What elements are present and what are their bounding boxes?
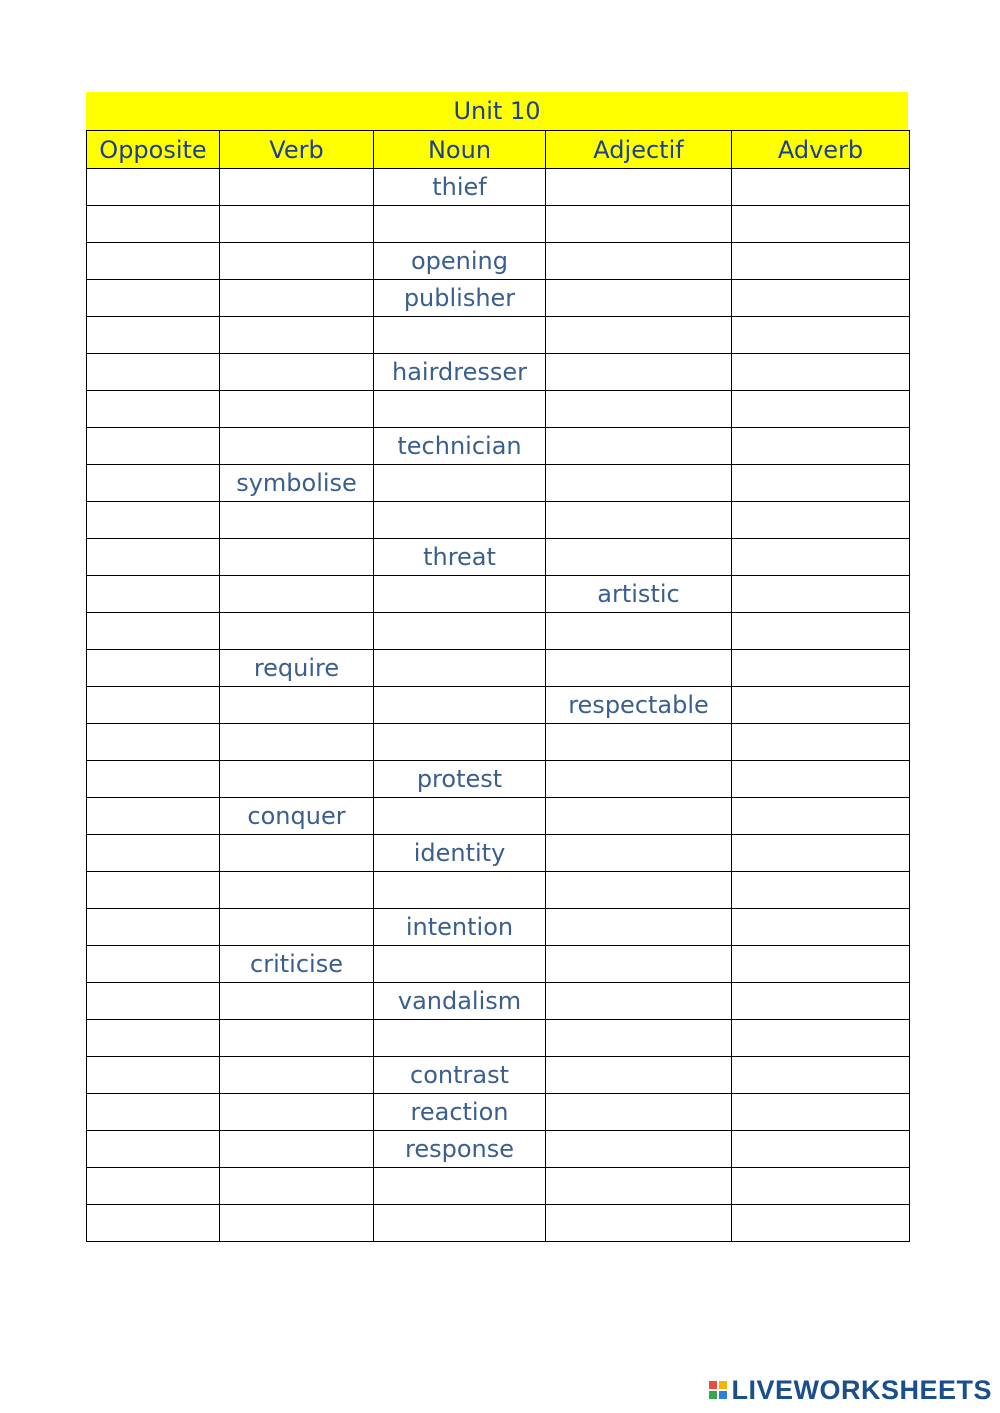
answer-cell-verb[interactable]	[220, 613, 374, 650]
answer-cell-noun[interactable]	[374, 317, 546, 354]
answer-cell-adverb[interactable]	[732, 391, 910, 428]
table-row	[87, 354, 910, 391]
answer-cell-noun[interactable]	[374, 650, 546, 687]
given-word-adjectif: artistic	[546, 576, 732, 613]
answer-cell-adjectif[interactable]	[546, 1094, 732, 1131]
answer-cell-opposite[interactable]	[87, 835, 220, 872]
worksheet	[86, 92, 908, 1242]
answer-cell-adverb[interactable]	[732, 539, 910, 576]
answer-cell-adjectif[interactable]	[546, 909, 732, 946]
column-header-noun: Noun	[374, 131, 546, 169]
table-row	[87, 650, 910, 687]
answer-cell-verb[interactable]	[220, 243, 374, 280]
answer-cell-adverb[interactable]	[732, 354, 910, 391]
answer-cell-verb[interactable]	[220, 280, 374, 317]
table-row	[87, 872, 910, 909]
answer-cell-adjectif[interactable]	[546, 761, 732, 798]
answer-cell-opposite[interactable]	[87, 983, 220, 1020]
answer-cell-opposite[interactable]	[87, 317, 220, 354]
answer-cell-adverb[interactable]	[732, 946, 910, 983]
answer-cell-verb[interactable]	[220, 391, 374, 428]
answer-cell-adverb[interactable]	[732, 1205, 910, 1242]
table-row	[87, 502, 910, 539]
answer-cell-adverb[interactable]	[732, 983, 910, 1020]
table-row	[87, 1020, 910, 1057]
answer-cell-adverb[interactable]	[732, 724, 910, 761]
answer-cell-adjectif[interactable]	[546, 539, 732, 576]
answer-cell-noun[interactable]	[374, 1205, 546, 1242]
worksheet-title: Unit 10	[86, 92, 908, 130]
answer-cell-opposite[interactable]	[87, 243, 220, 280]
answer-cell-adverb[interactable]	[732, 1094, 910, 1131]
table-row	[87, 946, 910, 983]
answer-cell-adjectif[interactable]	[546, 650, 732, 687]
table-row	[87, 1131, 910, 1168]
answer-cell-noun[interactable]	[374, 872, 546, 909]
answer-cell-opposite[interactable]	[87, 539, 220, 576]
answer-cell-verb[interactable]	[220, 354, 374, 391]
answer-cell-noun[interactable]	[374, 391, 546, 428]
word-forms-table	[86, 130, 910, 1242]
table-row	[87, 798, 910, 835]
answer-cell-adverb[interactable]	[732, 502, 910, 539]
answer-cell-adjectif[interactable]	[546, 465, 732, 502]
answer-cell-noun[interactable]	[374, 724, 546, 761]
answer-cell-verb[interactable]	[220, 687, 374, 724]
answer-cell-adverb[interactable]	[732, 1131, 910, 1168]
answer-cell-verb[interactable]	[220, 761, 374, 798]
answer-cell-adjectif[interactable]	[546, 1020, 732, 1057]
answer-cell-adjectif[interactable]	[546, 317, 732, 354]
answer-cell-adverb[interactable]	[732, 317, 910, 354]
table-row	[87, 724, 910, 761]
answer-cell-opposite[interactable]	[87, 169, 220, 206]
logo-squares-icon	[709, 1381, 727, 1399]
answer-cell-adjectif[interactable]	[546, 280, 732, 317]
answer-cell-adverb[interactable]	[732, 872, 910, 909]
answer-cell-opposite[interactable]	[87, 206, 220, 243]
answer-cell-verb[interactable]	[220, 872, 374, 909]
answer-cell-adjectif[interactable]	[546, 724, 732, 761]
answer-cell-opposite[interactable]	[87, 465, 220, 502]
answer-cell-opposite[interactable]	[87, 946, 220, 983]
answer-cell-adverb[interactable]	[732, 650, 910, 687]
answer-cell-opposite[interactable]	[87, 761, 220, 798]
answer-cell-adverb[interactable]	[732, 909, 910, 946]
answer-cell-adverb[interactable]	[732, 1057, 910, 1094]
answer-cell-verb[interactable]	[220, 576, 374, 613]
answer-cell-adverb[interactable]	[732, 169, 910, 206]
answer-cell-opposite[interactable]	[87, 650, 220, 687]
answer-cell-opposite[interactable]	[87, 872, 220, 909]
table-row	[87, 280, 910, 317]
table-row	[87, 243, 910, 280]
answer-cell-opposite[interactable]	[87, 1094, 220, 1131]
answer-cell-opposite[interactable]	[87, 1020, 220, 1057]
answer-cell-adjectif[interactable]	[546, 872, 732, 909]
given-word-noun: hairdresser	[374, 354, 546, 391]
answer-cell-opposite[interactable]	[87, 1205, 220, 1242]
table-row	[87, 317, 910, 354]
given-word-noun: opening	[374, 243, 546, 280]
answer-cell-opposite[interactable]	[87, 1057, 220, 1094]
answer-cell-verb[interactable]	[220, 206, 374, 243]
answer-cell-adjectif[interactable]	[546, 243, 732, 280]
answer-cell-adjectif[interactable]	[546, 946, 732, 983]
answer-cell-adverb[interactable]	[732, 428, 910, 465]
answer-cell-noun[interactable]	[374, 687, 546, 724]
answer-cell-verb[interactable]	[220, 1131, 374, 1168]
answer-cell-opposite[interactable]	[87, 909, 220, 946]
answer-cell-verb[interactable]	[220, 502, 374, 539]
table-row	[87, 909, 910, 946]
answer-cell-noun[interactable]	[374, 465, 546, 502]
answer-cell-verb[interactable]	[220, 983, 374, 1020]
given-word-verb: conquer	[220, 798, 374, 835]
answer-cell-opposite[interactable]	[87, 502, 220, 539]
answer-cell-adverb[interactable]	[732, 576, 910, 613]
given-word-noun: publisher	[374, 280, 546, 317]
table-row	[87, 576, 910, 613]
table-row	[87, 391, 910, 428]
answer-cell-adjectif[interactable]	[546, 1057, 732, 1094]
given-word-noun: intention	[374, 909, 546, 946]
table-row	[87, 428, 910, 465]
given-word-noun: reaction	[374, 1094, 546, 1131]
answer-cell-verb[interactable]	[220, 428, 374, 465]
given-word-noun: threat	[374, 539, 546, 576]
given-word-noun: contrast	[374, 1057, 546, 1094]
answer-cell-opposite[interactable]	[87, 391, 220, 428]
table-row	[87, 1057, 910, 1094]
answer-cell-opposite[interactable]	[87, 724, 220, 761]
answer-cell-adverb[interactable]	[732, 465, 910, 502]
column-header-verb: Verb	[220, 131, 374, 169]
given-word-noun: identity	[374, 835, 546, 872]
liveworksheets-logo	[709, 1375, 992, 1405]
table-row	[87, 613, 910, 650]
answer-cell-opposite[interactable]	[87, 1168, 220, 1205]
answer-cell-adjectif[interactable]	[546, 502, 732, 539]
answer-cell-verb[interactable]	[220, 1168, 374, 1205]
answer-cell-adjectif[interactable]	[546, 613, 732, 650]
table-row	[87, 1205, 910, 1242]
answer-cell-opposite[interactable]	[87, 613, 220, 650]
answer-cell-verb[interactable]	[220, 169, 374, 206]
logo-text: LIVEWORKSHEETS	[731, 1374, 992, 1405]
header-row	[87, 131, 910, 169]
answer-cell-noun[interactable]	[374, 206, 546, 243]
answer-cell-adverb[interactable]	[732, 206, 910, 243]
answer-cell-opposite[interactable]	[87, 280, 220, 317]
answer-cell-adverb[interactable]	[732, 243, 910, 280]
answer-cell-adjectif[interactable]	[546, 354, 732, 391]
answer-cell-adjectif[interactable]	[546, 835, 732, 872]
column-header-adverb: Adverb	[732, 131, 910, 169]
answer-cell-adverb[interactable]	[732, 761, 910, 798]
column-header-adjectif: Adjectif	[546, 131, 732, 169]
table-row	[87, 539, 910, 576]
given-word-verb: require	[220, 650, 374, 687]
given-word-adjectif: respectable	[546, 687, 732, 724]
answer-cell-verb[interactable]	[220, 317, 374, 354]
table-row	[87, 1094, 910, 1131]
given-word-noun: protest	[374, 761, 546, 798]
answer-cell-opposite[interactable]	[87, 798, 220, 835]
table-row	[87, 983, 910, 1020]
answer-cell-adjectif[interactable]	[546, 1168, 732, 1205]
given-word-verb: symbolise	[220, 465, 374, 502]
answer-cell-verb[interactable]	[220, 1094, 374, 1131]
answer-cell-adverb[interactable]	[732, 687, 910, 724]
answer-cell-noun[interactable]	[374, 1168, 546, 1205]
table-body	[87, 169, 910, 1242]
given-word-noun: vandalism	[374, 983, 546, 1020]
answer-cell-noun[interactable]	[374, 946, 546, 983]
answer-cell-adjectif[interactable]	[546, 169, 732, 206]
answer-cell-verb[interactable]	[220, 1020, 374, 1057]
answer-cell-adverb[interactable]	[732, 1020, 910, 1057]
answer-cell-adverb[interactable]	[732, 613, 910, 650]
column-header-opposite: Opposite	[87, 131, 220, 169]
answer-cell-opposite[interactable]	[87, 687, 220, 724]
answer-cell-adverb[interactable]	[732, 1168, 910, 1205]
answer-cell-opposite[interactable]	[87, 576, 220, 613]
answer-cell-adjectif[interactable]	[546, 391, 732, 428]
answer-cell-adjectif[interactable]	[546, 1131, 732, 1168]
answer-cell-adjectif[interactable]	[546, 206, 732, 243]
answer-cell-verb[interactable]	[220, 835, 374, 872]
table-row	[87, 169, 910, 206]
answer-cell-noun[interactable]	[374, 576, 546, 613]
answer-cell-noun[interactable]	[374, 613, 546, 650]
answer-cell-adjectif[interactable]	[546, 983, 732, 1020]
table-row	[87, 687, 910, 724]
table-row	[87, 761, 910, 798]
answer-cell-opposite[interactable]	[87, 428, 220, 465]
answer-cell-adverb[interactable]	[732, 798, 910, 835]
answer-cell-verb[interactable]	[220, 909, 374, 946]
answer-cell-verb[interactable]	[220, 1057, 374, 1094]
answer-cell-verb[interactable]	[220, 539, 374, 576]
table-row	[87, 835, 910, 872]
given-word-noun: response	[374, 1131, 546, 1168]
table-row	[87, 465, 910, 502]
answer-cell-adverb[interactable]	[732, 280, 910, 317]
answer-cell-verb[interactable]	[220, 724, 374, 761]
answer-cell-noun[interactable]	[374, 1020, 546, 1057]
table-row	[87, 1168, 910, 1205]
answer-cell-adjectif[interactable]	[546, 428, 732, 465]
given-word-noun: thief	[374, 169, 546, 206]
answer-cell-noun[interactable]	[374, 502, 546, 539]
answer-cell-opposite[interactable]	[87, 354, 220, 391]
table-row	[87, 206, 910, 243]
given-word-verb: criticise	[220, 946, 374, 983]
answer-cell-opposite[interactable]	[87, 1131, 220, 1168]
answer-cell-noun[interactable]	[374, 798, 546, 835]
answer-cell-adjectif[interactable]	[546, 1205, 732, 1242]
answer-cell-adverb[interactable]	[732, 835, 910, 872]
given-word-noun: technician	[374, 428, 546, 465]
answer-cell-verb[interactable]	[220, 1205, 374, 1242]
answer-cell-adjectif[interactable]	[546, 798, 732, 835]
